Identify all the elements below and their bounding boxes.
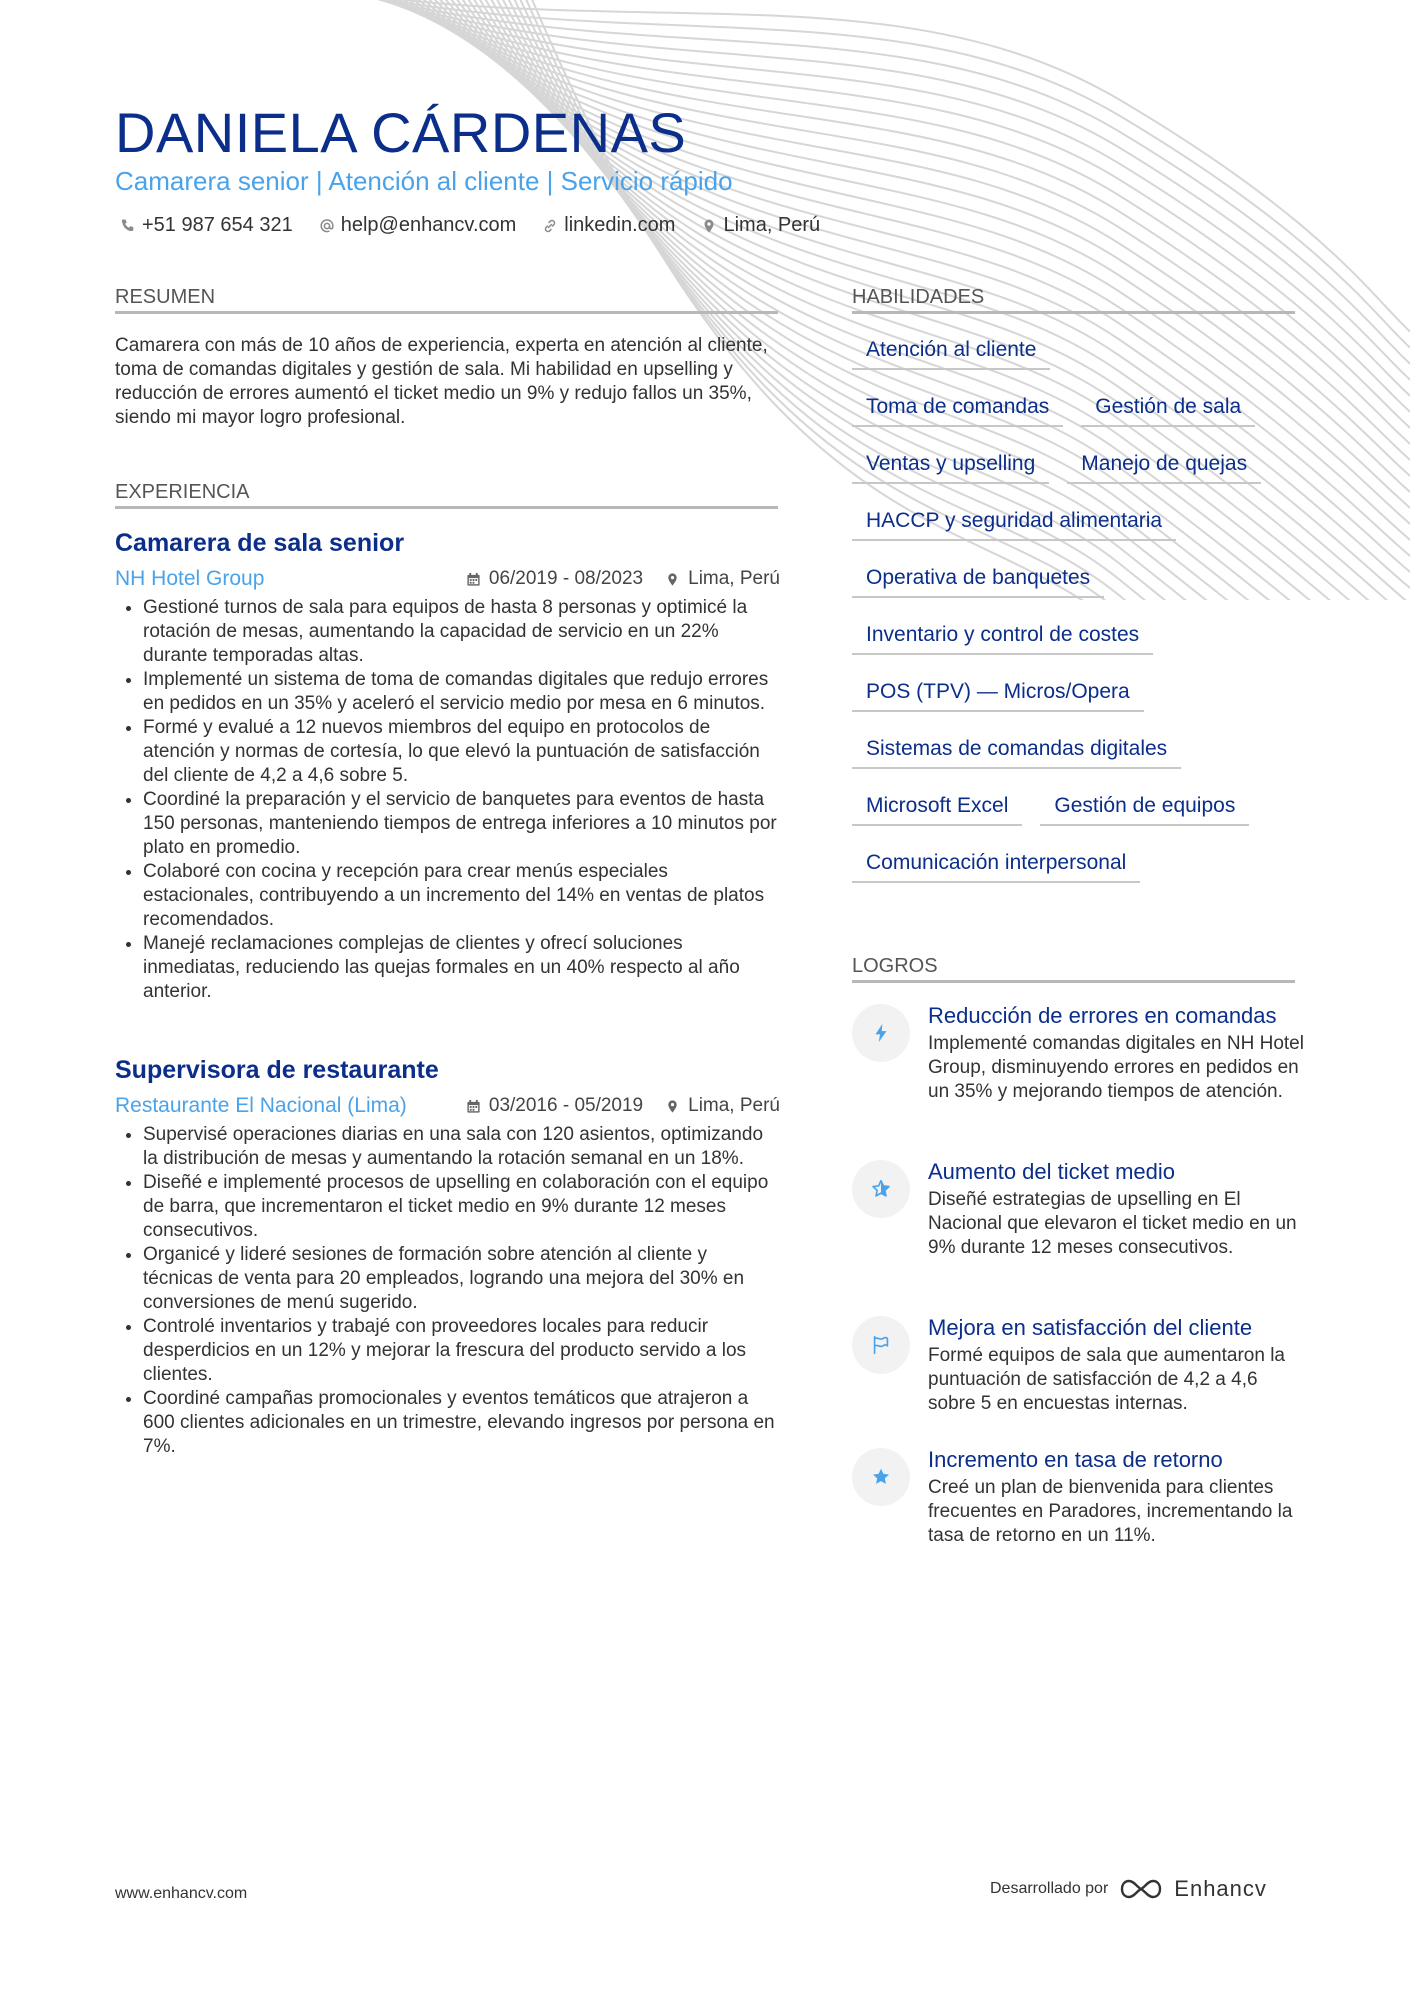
skill-tag: Operativa de banquetes bbox=[852, 562, 1104, 598]
contact-email-text: help@enhancv.com bbox=[340, 214, 517, 236]
location-icon bbox=[665, 572, 680, 587]
achievements-title-text: LOGROS bbox=[852, 955, 938, 977]
skill-row bbox=[852, 847, 1302, 904]
job-bullet: • Manejé reclamaciones complejas de clientes y ofrecí soluciones inmediatas, reduciendo las quejas formales en un 40% respecto al año anterior. bbox=[143, 932, 780, 1004]
brand-name: Enhancv bbox=[1174, 1876, 1267, 1901]
skills-section-title bbox=[852, 286, 1295, 314]
skill-tag: Gestión de equipos bbox=[1040, 790, 1249, 826]
skill-tag: Sistemas de comandas digitales bbox=[852, 733, 1181, 769]
enhancv-logo-icon bbox=[1118, 1876, 1164, 1902]
skill-tag: Ventas y upselling bbox=[852, 448, 1049, 484]
job-dates bbox=[466, 568, 643, 590]
job-bullet: • Gestioné turnos de sala para equipos de hasta 8 personas y optimicé la rotación de mesas, aumentando la capacidad de servicio en un 22% durante temporadas altas. bbox=[143, 596, 780, 668]
job-dates-text: 03/2016 - 05/2019 bbox=[488, 1095, 644, 1116]
job-bullets bbox=[115, 596, 780, 1004]
footer-branding bbox=[990, 1876, 1267, 1902]
job-bullet: • Colaboré con cocina y recepción para crear menús especiales estacionales, contribuyendo a un incremento del 14% en ventas de platos recomendados. bbox=[143, 860, 780, 932]
skill-tag: Gestión de sala bbox=[1081, 391, 1255, 427]
skill-row bbox=[852, 619, 1302, 676]
job-title: Camarera de sala senior bbox=[115, 529, 405, 557]
phone-icon bbox=[120, 218, 136, 234]
achievement-body bbox=[928, 1158, 1307, 1260]
achievement-body bbox=[928, 1446, 1307, 1548]
contact-linkedin-text: linkedin.com bbox=[564, 214, 676, 236]
job-bullet: • Organicé y lideré sesiones de formación sobre atención al cliente y técnicas de venta para 20 empleados, logrando una mejora del 30% en conversiones de menú sugerido. bbox=[143, 1243, 780, 1315]
job-entry bbox=[115, 1055, 780, 1459]
achievement-desc: Diseñé estrategias de upselling en El Nacional que elevaron el ticket medio en un 9% durante 12 meses consecutivos. bbox=[928, 1189, 1297, 1258]
achievement-title: Reducción de errores en comandas bbox=[928, 1003, 1277, 1028]
job-bullet: • Coordiné campañas promocionales y eventos temáticos que atrajeron a 600 clientes adicionales en un trimestre, elevando ingresos por persona en 7%. bbox=[143, 1387, 780, 1459]
contact-location-text: Lima, Perú bbox=[723, 214, 821, 236]
contact-linkedin[interactable] bbox=[542, 214, 675, 237]
skill-row bbox=[852, 391, 1302, 448]
achievement-item bbox=[852, 1158, 1307, 1260]
skill-row bbox=[852, 676, 1302, 733]
skill-tag: Manejo de quejas bbox=[1067, 448, 1261, 484]
job-bullets bbox=[115, 1123, 780, 1459]
candidate-tagline: Camarera senior | Atención al cliente | Servicio rápido bbox=[115, 166, 733, 196]
contact-email[interactable] bbox=[319, 214, 517, 237]
achievement-title: Aumento del ticket medio bbox=[928, 1159, 1176, 1184]
skill-tag: Microsoft Excel bbox=[852, 790, 1022, 826]
job-bullet: • Controlé inventarios y trabajé con proveedores locales para reducir desperdicios en un 12% y mejorar la frescura del producto servido a los clientes. bbox=[143, 1315, 780, 1387]
link-icon bbox=[542, 218, 558, 234]
achievement-desc: Creé un plan de bienvenida para clientes frecuentes en Paradores, incrementando la tasa de retorno en un 11%. bbox=[928, 1477, 1293, 1546]
skill-row bbox=[852, 733, 1302, 790]
skill-tag: Comunicación interpersonal bbox=[852, 847, 1140, 883]
location-icon bbox=[701, 218, 717, 234]
skill-row bbox=[852, 448, 1302, 505]
skill-row bbox=[852, 505, 1302, 562]
achievement-body bbox=[928, 1314, 1307, 1416]
contact-bar bbox=[120, 214, 820, 237]
experience-section-title bbox=[115, 481, 778, 509]
job-dates bbox=[466, 1095, 643, 1117]
at-icon bbox=[319, 218, 335, 234]
star-outline-icon bbox=[870, 1178, 892, 1200]
job-company: Restaurante El Nacional (Lima) bbox=[115, 1094, 407, 1117]
job-meta bbox=[115, 1091, 780, 1121]
achievement-title: Incremento en tasa de retorno bbox=[928, 1447, 1223, 1472]
summary-section-title bbox=[115, 286, 778, 314]
job-entry bbox=[115, 528, 780, 1004]
job-bullet: • Diseñé e implementé procesos de upselling en colaboración con el equipo de barra, que incrementaron el ticket medio en 9% durante 12 meses consecutivos. bbox=[143, 1171, 780, 1243]
skill-row bbox=[852, 562, 1302, 619]
job-bullet: • Coordiné la preparación y el servicio de banquetes para eventos de hasta 150 personas, manteniendo tiempos de entrega inferiores a 10 minutos por plato en promedio. bbox=[143, 788, 780, 860]
candidate-name: DANIELA CÁRDENAS bbox=[115, 101, 687, 164]
job-location-text: Lima, Perú bbox=[688, 1095, 780, 1116]
achievement-item bbox=[852, 1446, 1307, 1548]
skills-list bbox=[852, 334, 1302, 904]
job-bullet: • Implementé un sistema de toma de comandas digitales que redujo errores en pedidos en un 35% y aceleró el servicio medio por mesa en 6 minutos. bbox=[143, 668, 780, 716]
skill-tag: Atención al cliente bbox=[852, 334, 1050, 370]
achievement-icon-circle bbox=[852, 1448, 910, 1506]
achievement-icon-circle bbox=[852, 1160, 910, 1218]
footer-website[interactable]: www.enhancv.com bbox=[115, 1885, 248, 1902]
job-meta bbox=[115, 564, 780, 594]
skill-tag: HACCP y seguridad alimentaria bbox=[852, 505, 1176, 541]
achievement-icon-circle bbox=[852, 1316, 910, 1374]
summary-title-text: RESUMEN bbox=[115, 286, 216, 308]
star-icon bbox=[870, 1466, 892, 1488]
calendar-icon bbox=[466, 572, 481, 587]
summary-text: Camarera con más de 10 años de experiencia, experta en atención al cliente, toma de comandas digitales y gestión de sala. Mi habilidad en upselling y reducción de errores aumentó el ticket medio un 9% y redujo fallos un 35%, siendo mi mayor logro profesional. bbox=[115, 335, 768, 428]
location-icon bbox=[665, 1099, 680, 1114]
skill-tag: POS (TPV) — Micros/Opera bbox=[852, 676, 1144, 712]
calendar-icon bbox=[466, 1099, 481, 1114]
contact-phone-text: +51 987 654 321 bbox=[142, 214, 293, 236]
achievements-section-title bbox=[852, 955, 1295, 983]
job-location bbox=[665, 568, 780, 590]
job-bullet: • Formé y evalué a 12 nuevos miembros del equipo en protocolos de atención y normas de cortesía, lo que elevó la puntuación de satisfacción del cliente de 4,2 a 4,6 sobre 5. bbox=[143, 716, 780, 788]
achievement-desc: Formé equipos de sala que aumentaron la puntuación de satisfacción de 4,2 a 4,6 sobre 5 en encuestas internas. bbox=[928, 1345, 1286, 1414]
achievement-body bbox=[928, 1002, 1307, 1104]
job-company: NH Hotel Group bbox=[115, 567, 265, 590]
achievement-title: Mejora en satisfacción del cliente bbox=[928, 1315, 1253, 1340]
job-title: Supervisora de restaurante bbox=[115, 1056, 439, 1084]
contact-phone[interactable] bbox=[120, 214, 293, 237]
achievement-desc: Implementé comandas digitales en NH Hotel Group, disminuyendo errores en pedidos en un 35% y mejorando tiempos de atención. bbox=[928, 1033, 1304, 1102]
bolt-icon bbox=[870, 1022, 892, 1044]
skill-tag: Toma de comandas bbox=[852, 391, 1063, 427]
skill-row bbox=[852, 334, 1302, 391]
skill-tag: Inventario y control de costes bbox=[852, 619, 1153, 655]
job-location-text: Lima, Perú bbox=[688, 568, 780, 589]
powered-by-text: Desarrollado por bbox=[990, 1880, 1109, 1897]
achievement-item bbox=[852, 1002, 1307, 1104]
experience-title-text: EXPERIENCIA bbox=[115, 481, 250, 503]
contact-location bbox=[701, 214, 820, 237]
achievement-icon-circle bbox=[852, 1004, 910, 1062]
flag-icon bbox=[870, 1334, 892, 1356]
skill-row bbox=[852, 790, 1302, 847]
achievement-item bbox=[852, 1314, 1307, 1416]
job-bullet: • Supervisé operaciones diarias en una sala con 120 asientos, optimizando la distribución de mesas y aumentando la rotación semanal en un 18%. bbox=[143, 1123, 780, 1171]
job-dates-text: 06/2019 - 08/2023 bbox=[488, 568, 644, 589]
job-location bbox=[665, 1095, 780, 1117]
skills-title-text: HABILIDADES bbox=[852, 286, 985, 308]
